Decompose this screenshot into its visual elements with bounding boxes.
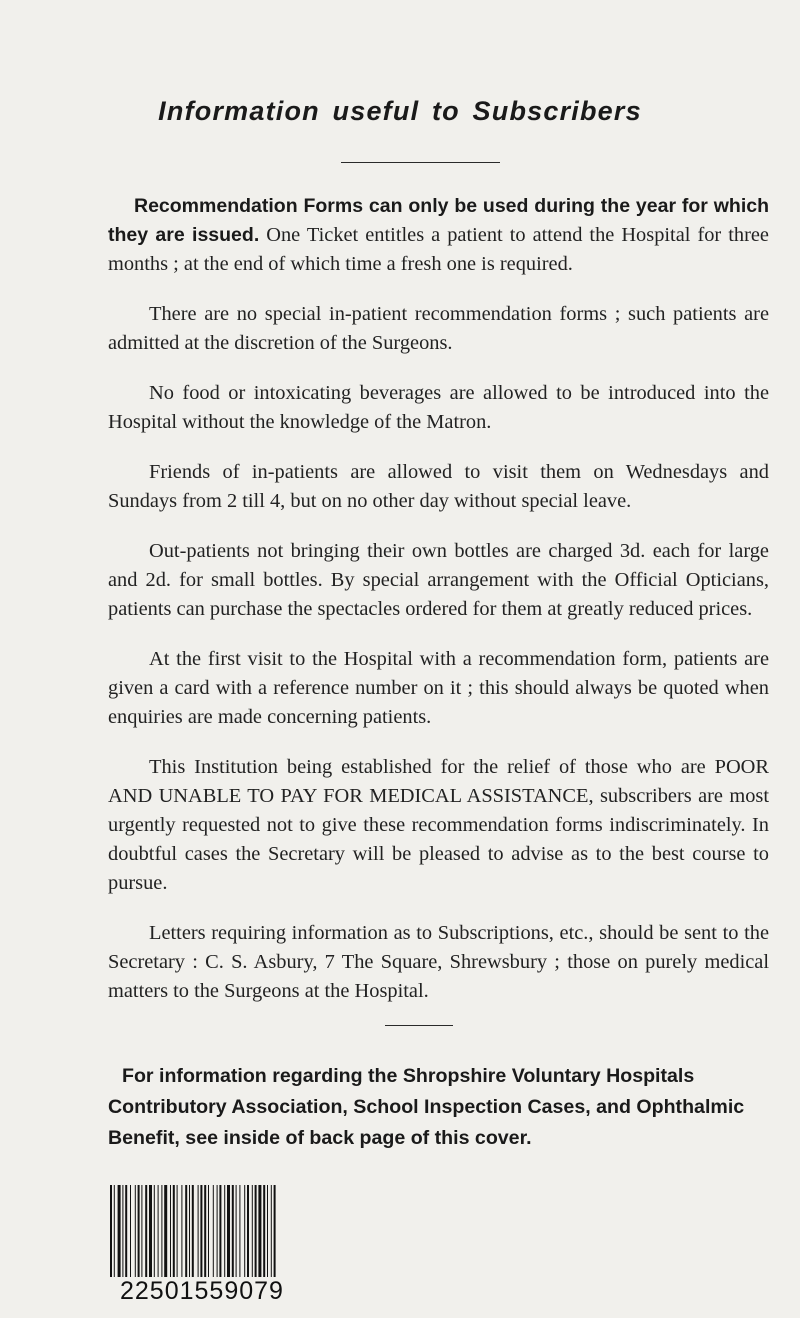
paragraph-visiting: Friends of in-patients are allowed to visit them on Wednesdays and Sundays from 2 till 4, but on no other day without special leave. xyxy=(108,461,769,512)
paragraph-text: One Ticket entitles a patient to attend the Hospital for three months ; at the end of which time a fresh one is required. xyxy=(108,224,769,275)
footer-note: For information regarding the Shropshire Voluntary Hospitals Contributory Association, School Inspection Cases, and Ophthalmic Benefit, see inside of back page of this cover. xyxy=(108,1065,745,1149)
paragraph-letters: Letters requiring information as to Subscriptions, etc., should be sent to the Secretary : C. S. Asbury, 7 The Square, Shrewsbury ; those on purely medical matters to the Surgeons at the Hospital. xyxy=(108,922,769,1002)
barcode-icon xyxy=(110,1185,372,1279)
barcode xyxy=(110,1185,372,1315)
paragraph-lead: Recommendation Forms can only be used during the year for which they are issued. xyxy=(108,195,769,246)
paragraph-first-visit: At the first visit to the Hospital with a recommendation form, patients are given a card with a reference number on it ; this should always be quoted when enquiries are made concerning patients. xyxy=(108,648,769,728)
paragraph-out-patients: Out-patients not bringing their own bottles are charged 3d. each for large and 2d. for small bottles. By special arrangement with the Official Opticians, patients can purchase the spectacles ordered for them at greatly reduced prices. xyxy=(108,540,769,620)
barcode-number: 22501559079 xyxy=(120,1277,284,1305)
paragraph-in-patient: There are no special in-patient recommendation forms ; such patients are admitted at the discretion of the Surgeons. xyxy=(108,303,769,354)
title-divider xyxy=(341,162,500,163)
page-title: Information useful to Subscribers xyxy=(158,96,642,126)
paragraph-institution: This Institution being established for the relief of those who are POOR AND UNABLE TO PAY FOR MEDICAL ASSISTANCE, subscribers are most urgently requested not to give these recommendation forms indiscriminately. In doubtful cases the Secretary will be pleased to advise as to the best course to pursue. xyxy=(108,756,769,894)
section-divider xyxy=(385,1025,453,1026)
paragraph-food: No food or intoxicating beverages are allowed to be introduced into the Hospital without the knowledge of the Matron. xyxy=(108,382,769,433)
body-text xyxy=(108,192,769,1027)
paragraph-recommendation-forms xyxy=(108,192,769,279)
